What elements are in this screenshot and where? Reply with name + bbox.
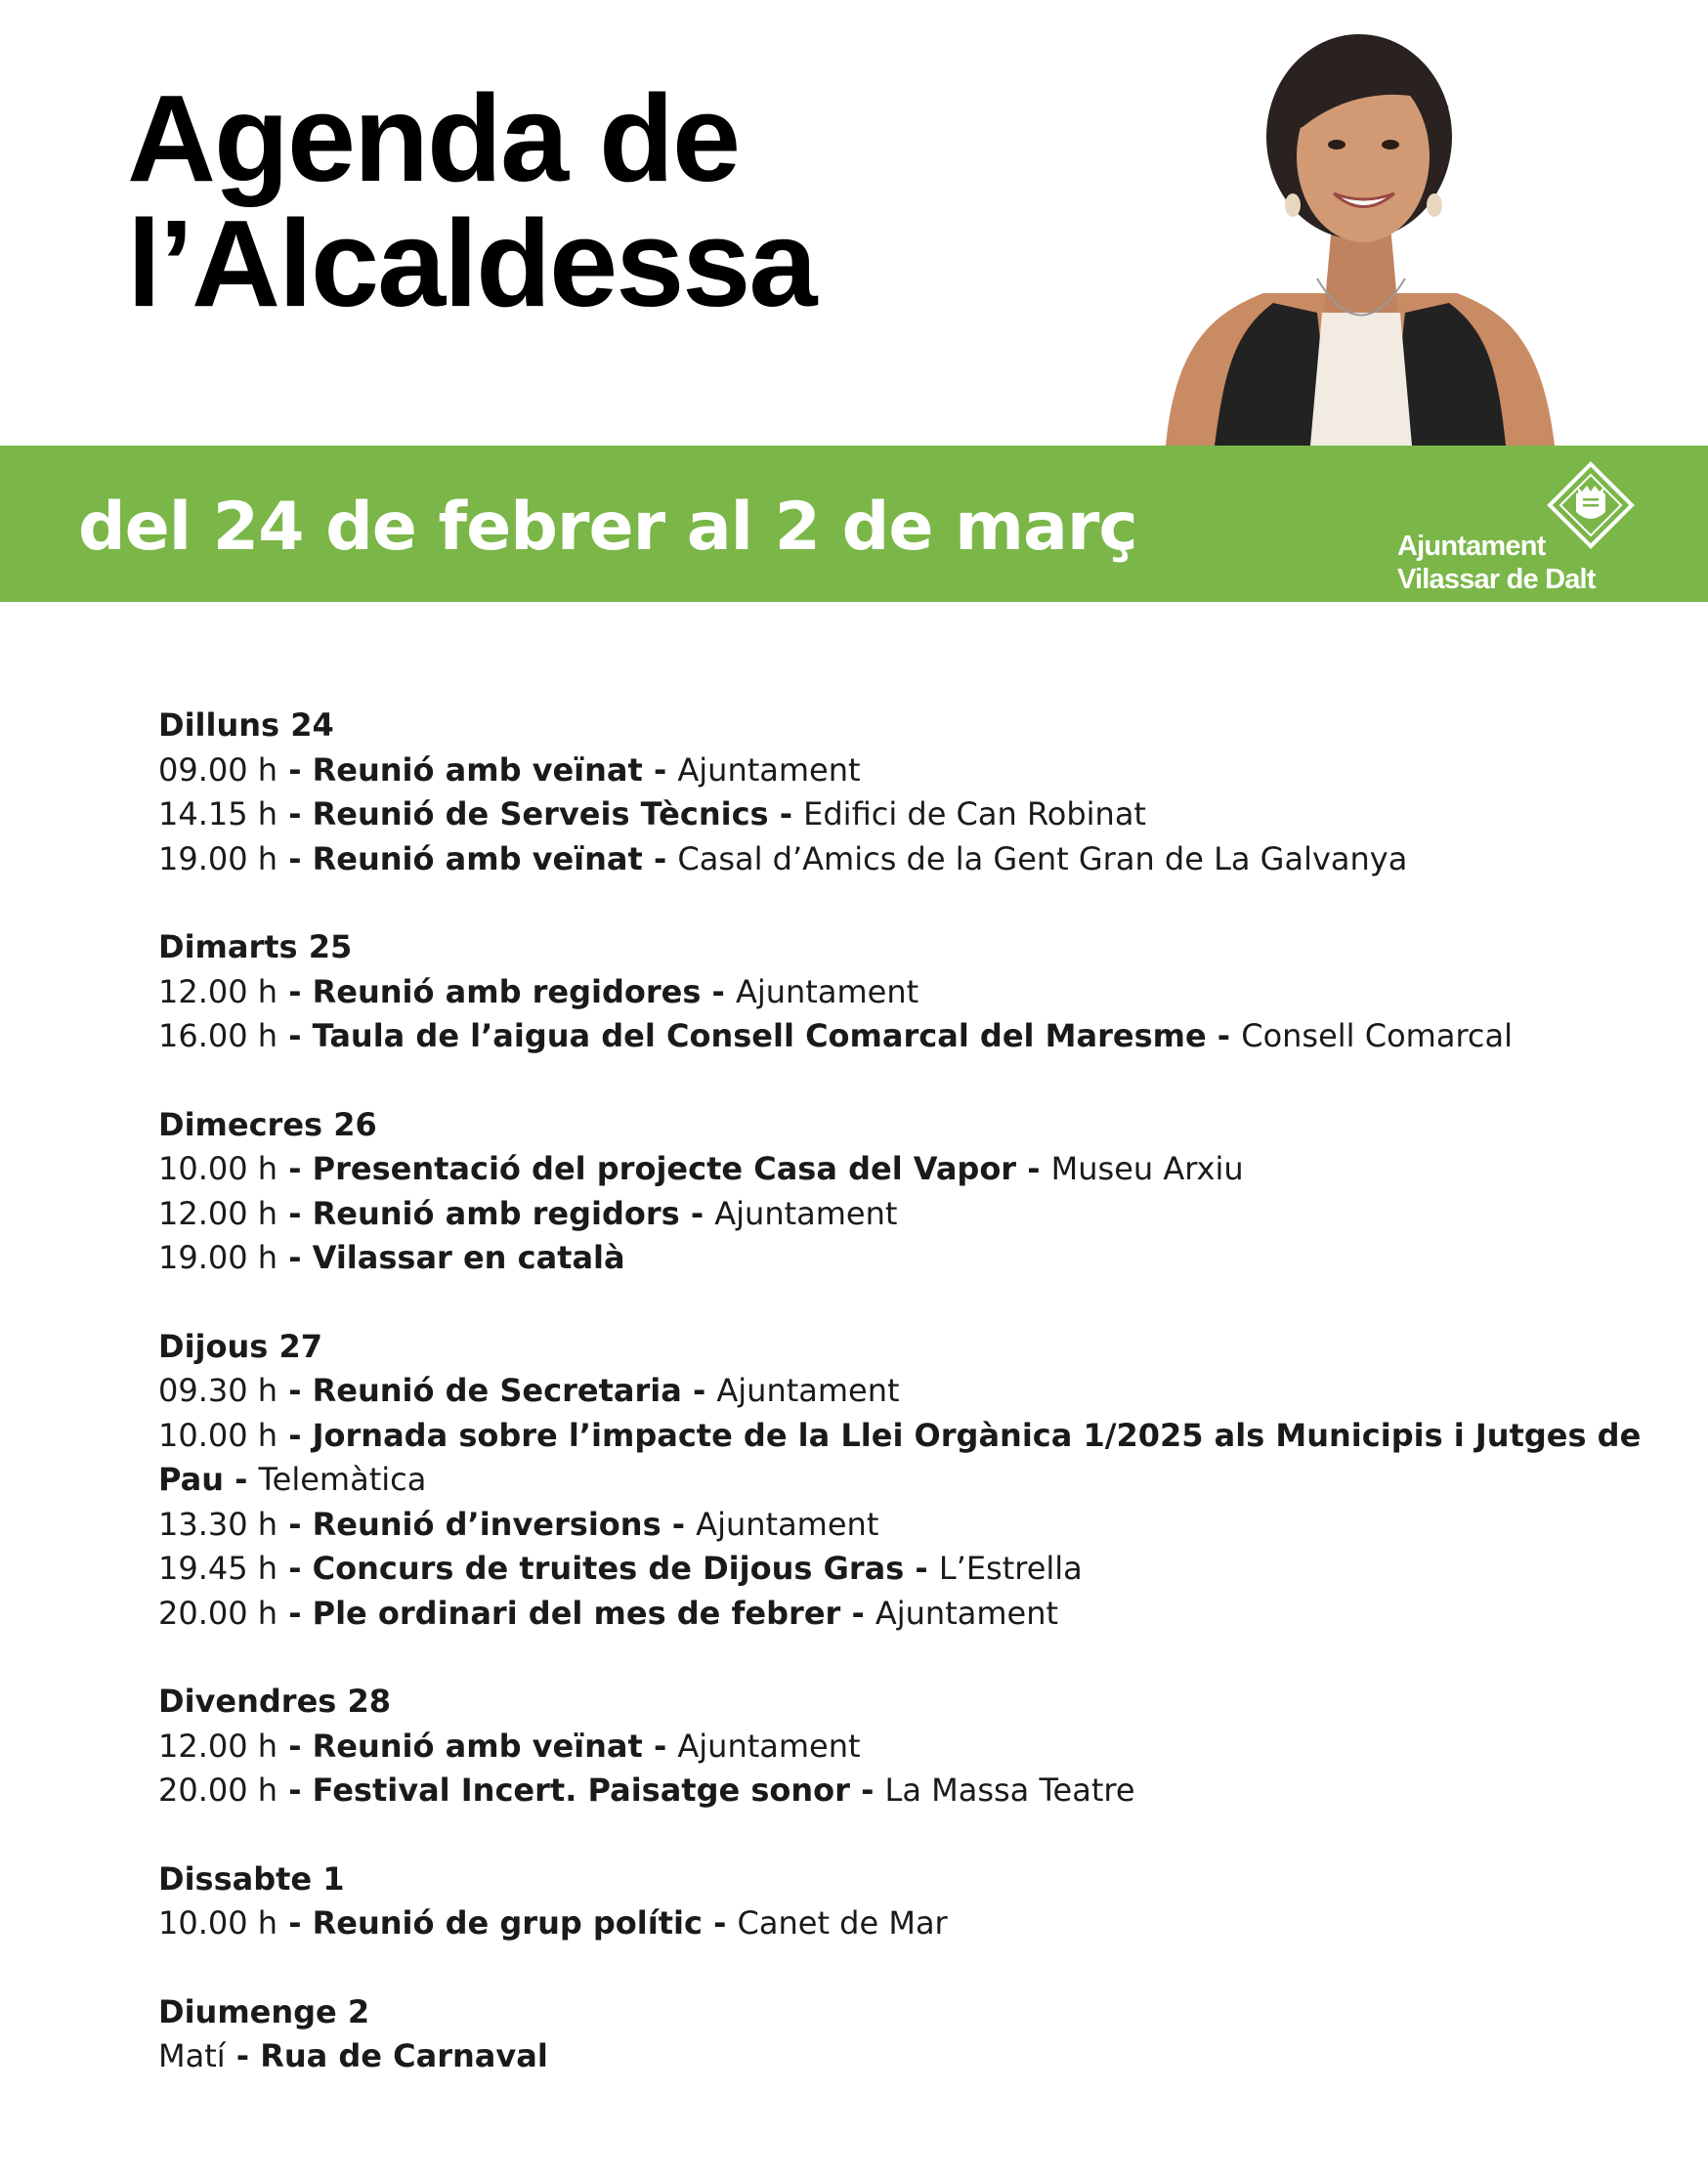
- event-separator: -: [278, 795, 313, 832]
- agenda-event: [158, 1192, 1644, 1237]
- event-separator: -: [840, 1594, 875, 1632]
- event-place: Ajuntament: [716, 1372, 900, 1409]
- event-time: 10.00 h: [158, 1150, 278, 1187]
- event-title: Reunió amb veïnat: [312, 750, 643, 789]
- agenda-event: [158, 748, 1644, 793]
- title-line-1: Agenda de: [127, 69, 740, 207]
- logo-line-1: Ajuntament: [1397, 531, 1546, 562]
- event-place: Edifici de Can Robinat: [803, 795, 1146, 832]
- agenda-event: [158, 1014, 1644, 1059]
- municipality-logo: [1395, 461, 1688, 595]
- day-heading: Dimarts 25: [158, 928, 353, 965]
- event-time: 13.30 h: [158, 1505, 278, 1543]
- event-time: 19.45 h: [158, 1550, 278, 1587]
- title-line-2: l’Alcaldessa: [127, 194, 816, 332]
- event-place: Canet de Mar: [737, 1904, 948, 1942]
- agenda-event: [158, 1901, 1644, 1946]
- event-separator: -: [278, 1150, 313, 1187]
- event-title: Festival Incert. Paisatge sonor: [312, 1771, 850, 1809]
- logo-text: [1397, 530, 1596, 596]
- event-time: Matí: [158, 2037, 226, 2074]
- event-separator: -: [661, 1505, 697, 1543]
- event-separator: -: [278, 1771, 313, 1809]
- event-title: Reunió de Secretaria: [312, 1372, 682, 1409]
- event-title: Jornada sobre l’impacte de la Llei Orgànica 1/2025 als Municipis i Jutges de Pau: [158, 1416, 1642, 1498]
- event-separator: -: [642, 750, 678, 789]
- event-time: 12.00 h: [158, 1194, 278, 1232]
- day-heading: Dijous 27: [158, 1327, 322, 1365]
- event-place: L’Estrella: [938, 1550, 1083, 1587]
- agenda-day: [158, 1103, 1644, 1281]
- agenda-day: [158, 1990, 1644, 2079]
- mayor-portrait-photo: [1156, 20, 1564, 446]
- date-range-text: del 24 de febrer al 2 de març: [78, 489, 1137, 566]
- event-separator: -: [278, 1372, 313, 1409]
- event-separator: -: [278, 1550, 313, 1587]
- agenda-event: [158, 837, 1644, 882]
- event-separator: -: [1206, 1017, 1242, 1054]
- event-title: Reunió amb regidors: [312, 1194, 680, 1232]
- event-time: 12.00 h: [158, 972, 278, 1010]
- day-heading: Dissabte 1: [158, 1859, 345, 1898]
- event-place: Ajuntament: [875, 1594, 1059, 1632]
- event-separator: -: [278, 1727, 313, 1765]
- event-time: 19.00 h: [158, 1239, 278, 1276]
- event-separator: -: [642, 839, 678, 877]
- event-separator: -: [1016, 1150, 1051, 1187]
- day-heading: Dimecres 26: [158, 1105, 377, 1143]
- event-separator: -: [904, 1550, 939, 1587]
- event-separator: -: [278, 1594, 313, 1632]
- event-place: Museu Arxiu: [1050, 1150, 1244, 1187]
- event-separator: -: [278, 1904, 313, 1942]
- agenda-list: [158, 704, 1644, 2123]
- event-separator: -: [278, 1017, 313, 1054]
- event-time: 16.00 h: [158, 1017, 278, 1054]
- agenda-day: [158, 925, 1644, 1059]
- event-title: Reunió d’inversions: [312, 1505, 662, 1543]
- agenda-event: [158, 970, 1644, 1015]
- agenda-event: [158, 1547, 1644, 1592]
- agenda-event: [158, 1725, 1644, 1770]
- event-place: Ajuntament: [696, 1505, 879, 1543]
- event-place: Casal d’Amics de la Gent Gran de La Galvanya: [677, 839, 1408, 877]
- agenda-day: [158, 1857, 1644, 1946]
- event-title: Taula de l’aigua del Consell Comarcal del Maresme: [312, 1017, 1207, 1054]
- day-heading: Diumenge 2: [158, 1992, 370, 2030]
- event-separator: -: [768, 795, 804, 832]
- agenda-day: [158, 1325, 1644, 1637]
- event-separator: -: [278, 972, 313, 1010]
- event-place: La Massa Teatre: [884, 1771, 1135, 1809]
- event-place: Ajuntament: [714, 1194, 898, 1232]
- event-title: Reunió de Serveis Tècnics: [312, 795, 769, 832]
- agenda-event: [158, 1236, 1644, 1281]
- agenda-event: [158, 2034, 1644, 2079]
- event-place: Consell Comarcal: [1241, 1017, 1513, 1054]
- event-time: 10.00 h: [158, 1904, 278, 1942]
- agenda-event: [158, 792, 1644, 837]
- event-separator: -: [278, 750, 313, 789]
- event-separator: -: [278, 839, 313, 877]
- event-place: Telemàtica: [258, 1461, 427, 1498]
- agenda-event: [158, 1769, 1644, 1814]
- event-place: Ajuntament: [735, 972, 919, 1010]
- event-place: Ajuntament: [677, 1727, 861, 1765]
- logo-line-2: Vilassar de Dalt: [1397, 564, 1596, 595]
- event-time: 20.00 h: [158, 1594, 278, 1632]
- event-title: Reunió amb veïnat: [312, 1727, 643, 1765]
- event-time: 10.00 h: [158, 1416, 278, 1454]
- event-separator: -: [225, 2037, 261, 2074]
- event-title: Presentació del projecte Casa del Vapor: [312, 1150, 1017, 1187]
- event-title: Reunió de grup polític: [312, 1904, 703, 1942]
- event-separator: -: [642, 1727, 678, 1765]
- event-time: 19.00 h: [158, 839, 278, 877]
- event-time: 09.30 h: [158, 1372, 278, 1409]
- event-time: 20.00 h: [158, 1771, 278, 1809]
- event-time: 14.15 h: [158, 795, 278, 832]
- event-title: Concurs de truites de Dijous Gras: [312, 1550, 905, 1587]
- agenda-day: [158, 704, 1644, 881]
- event-separator: -: [278, 1416, 313, 1454]
- event-separator: -: [701, 972, 736, 1010]
- day-heading: Divendres 28: [158, 1683, 391, 1720]
- agenda-event: [158, 1414, 1644, 1503]
- agenda-event: [158, 1503, 1644, 1548]
- event-separator: -: [223, 1461, 259, 1498]
- date-range-banner: [0, 446, 1708, 602]
- event-title: Reunió amb veïnat: [312, 839, 643, 877]
- event-place: Ajuntament: [677, 750, 861, 789]
- day-heading: Dilluns 24: [158, 706, 334, 744]
- agenda-day: [158, 1680, 1644, 1814]
- event-title: Vilassar en català: [312, 1239, 625, 1276]
- agenda-event: [158, 1592, 1644, 1637]
- event-title: Rua de Carnaval: [260, 2037, 548, 2074]
- agenda-event: [158, 1147, 1644, 1192]
- event-separator: -: [849, 1771, 885, 1809]
- event-title: Reunió amb regidores: [312, 972, 702, 1010]
- event-separator: -: [278, 1194, 313, 1232]
- event-separator: -: [278, 1239, 313, 1276]
- event-separator: -: [681, 1372, 717, 1409]
- event-time: 12.00 h: [158, 1727, 278, 1765]
- event-separator: -: [679, 1194, 715, 1232]
- event-separator: -: [702, 1904, 738, 1942]
- event-time: 09.00 h: [158, 750, 278, 789]
- event-title: Ple ordinari del mes de febrer: [312, 1594, 841, 1632]
- event-separator: -: [278, 1505, 313, 1543]
- agenda-event: [158, 1369, 1644, 1414]
- page-title: [127, 69, 816, 332]
